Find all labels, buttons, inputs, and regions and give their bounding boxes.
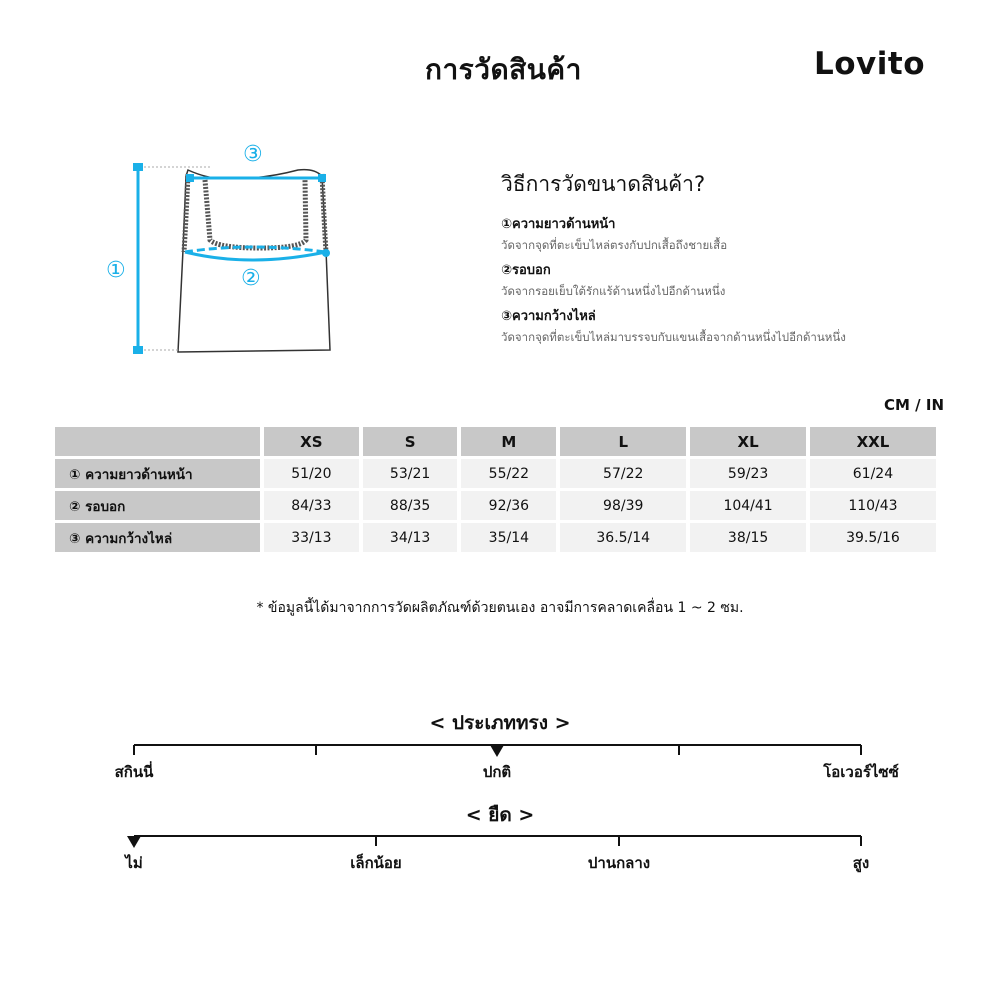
- fit-label-skinny: สกินนี่: [114, 763, 154, 781]
- step-description: วัดจากจุดที่ตะเข็บไหล่มาบรรจบกับแขนเสื้อจากด้านหนึ่งไปอีกด้านหนึ่ง: [501, 330, 846, 344]
- table-cell: 98/39: [560, 491, 686, 520]
- fit-scale-title: < ประเภททรง >: [429, 712, 571, 734]
- stretch-label-high: สูง: [852, 854, 870, 872]
- table-cell: 59/23: [690, 459, 806, 488]
- stretch-label-slight: เล็กน้อย: [350, 854, 402, 872]
- step-heading: ②รอบอก: [501, 263, 551, 278]
- stretch-label-none: ไม่: [125, 854, 143, 872]
- step-description: วัดจากรอยเย็บใต้รักแร้ด้านหนึ่งไปอีกด้านหนึ่ง: [501, 284, 726, 298]
- marker-3: ③: [243, 142, 263, 167]
- table-cell: 35/14: [461, 523, 556, 552]
- size-header: S: [363, 427, 458, 456]
- stretch-selected-marker-icon: [127, 836, 141, 848]
- marker-1: ①: [106, 258, 126, 283]
- step-heading: ③ความกว้างไหล่: [501, 309, 596, 324]
- table-cell: 36.5/14: [560, 523, 686, 552]
- table-cell: 88/35: [363, 491, 458, 520]
- marker-2: ②: [241, 266, 261, 291]
- step-heading: ①ความยาวด้านหน้า: [501, 217, 616, 232]
- table-cell: 39.5/16: [810, 523, 936, 552]
- brand-logo: Lovito: [814, 46, 926, 82]
- stretch-label-medium: ปานกลาง: [587, 854, 651, 872]
- unit-label: CM / IN: [884, 396, 944, 414]
- table-cell: 61/24: [810, 459, 936, 488]
- table-cell: 110/43: [810, 491, 936, 520]
- table-cell: 92/36: [461, 491, 556, 520]
- size-header: XXL: [810, 427, 936, 456]
- row-label: ① ความยาวด้านหน้า: [55, 459, 260, 488]
- table-cell: 51/20: [264, 459, 359, 488]
- size-header: XS: [264, 427, 359, 456]
- table-cell: 104/41: [690, 491, 806, 520]
- size-header: M: [461, 427, 556, 456]
- size-header: L: [560, 427, 686, 456]
- table-cell: 55/22: [461, 459, 556, 488]
- table-cell: 53/21: [363, 459, 458, 488]
- step-description: วัดจากจุดที่ตะเข็บไหล่ตรงกับปกเสื้อถึงชายเสื้อ: [501, 238, 728, 252]
- instructions-title: วิธีการวัดขนาดสินค้า?: [501, 172, 706, 196]
- table-cell: 84/33: [264, 491, 359, 520]
- table-cell: 34/13: [363, 523, 458, 552]
- measurement-note: * ข้อมูลนี้ได้มาจากการวัดผลิตภัณฑ์ด้วยตนเอง อาจมีการคลาดเคลื่อน 1 ~ 2 ซม.: [256, 600, 744, 616]
- fit-selected-marker-icon: [490, 745, 504, 757]
- fit-label-oversize: โอเวอร์ไซซ์: [823, 763, 899, 781]
- size-header: XL: [690, 427, 806, 456]
- row-label: ③ ความกว้างไหล่: [55, 523, 260, 552]
- page-title: การวัดสินค้า: [425, 53, 582, 86]
- row-label: ② รอบอก: [55, 491, 260, 520]
- table-cell: 33/13: [264, 523, 359, 552]
- stretch-scale-title: < ยืด >: [465, 804, 535, 826]
- fit-label-regular: ปกติ: [482, 763, 512, 781]
- table-cell: 57/22: [560, 459, 686, 488]
- table-cell: 38/15: [690, 523, 806, 552]
